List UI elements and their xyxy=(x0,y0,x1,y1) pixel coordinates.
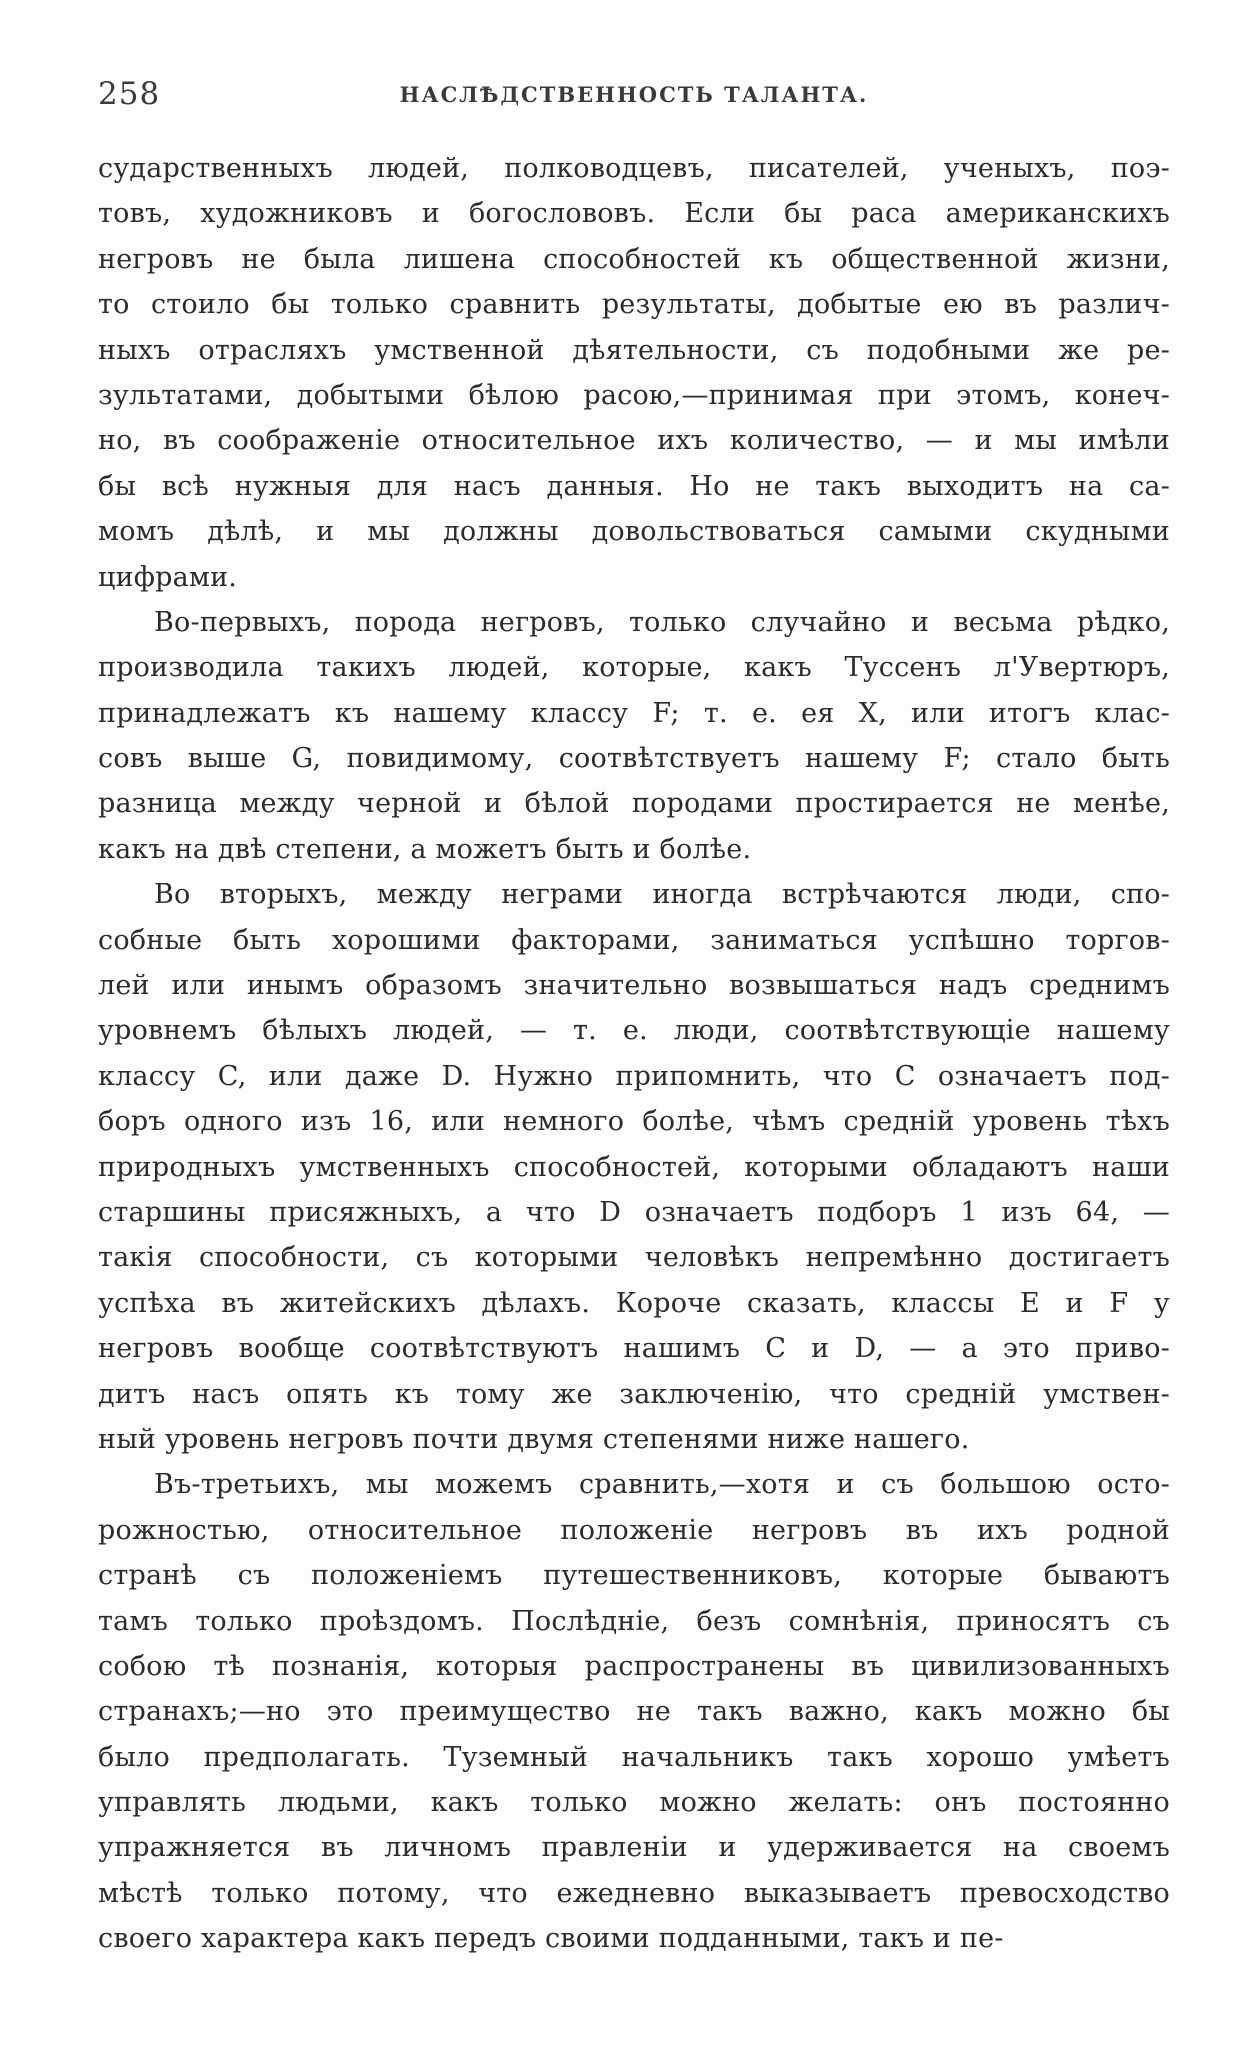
text-line: своего характера какъ передъ своими подданными, такъ и пе- xyxy=(98,1923,1004,1955)
text-line: цифрами. xyxy=(98,561,238,593)
paragraph xyxy=(98,1462,1170,1961)
text-line: уровнемъ бѣлыхъ людей, — т. е. люди, соотвѣтствующіе нашему xyxy=(98,1015,1170,1047)
text-line: дитъ насъ опять къ тому же заключенію, что средній умствен- xyxy=(98,1378,1170,1410)
text-line: успѣха въ житейскихъ дѣлахъ. Короче сказать, классы E и F у xyxy=(98,1287,1170,1319)
running-head xyxy=(98,76,1170,116)
text-line: разница между черной и бѣлой породами простирается не менѣе, xyxy=(98,788,1170,820)
text-line: мѣстѣ только потому, что ежедневно выказываетъ превосходство xyxy=(98,1877,1170,1909)
paragraph xyxy=(98,146,1170,600)
text-line: товъ, художниковъ и богослововъ. Если бы раса американскихъ xyxy=(98,198,1170,230)
text-line: странѣ съ положеніемъ путешественниковъ, которые бываютъ xyxy=(98,1560,1170,1592)
text-line: Во вторыхъ, между неграми иногда встрѣчаются люди, спо- xyxy=(154,879,1170,911)
text-line: собные быть хорошими факторами, заниматься успѣшно торгов- xyxy=(98,924,1170,956)
text-line: старшины присяжныхъ, а что D означаетъ подборъ 1 изъ 64, — xyxy=(98,1196,1170,1228)
page-number: 258 xyxy=(98,76,161,112)
text-line: бы всѣ нужныя для насъ данныя. Но не такъ выходитъ на са- xyxy=(98,470,1170,502)
text-line: управлять людьми, какъ только можно желать: онъ постоянно xyxy=(98,1787,1170,1819)
text-line: ный уровень негровъ почти двумя степенями ниже нашего. xyxy=(98,1423,970,1455)
text-line: боръ одного изъ 16, или немного болѣе, чѣмъ средній уровень тѣхъ xyxy=(98,1106,1170,1138)
text-line: совъ выше G, повидимому, соотвѣтствуетъ нашему F; стало быть xyxy=(98,743,1170,775)
text-line: Во-первыхъ, порода негровъ, только случайно и весьма рѣдко, xyxy=(154,606,1170,638)
text-line: такія способности, съ которыми человѣкъ непремѣнно достигаетъ xyxy=(98,1242,1170,1274)
text-line: негровъ не была лишена способностей къ общественной жизни, xyxy=(98,243,1170,275)
text-body xyxy=(98,146,1170,1962)
text-line: сударственныхъ людей, полководцевъ, писателей, ученыхъ, поэ- xyxy=(98,153,1170,184)
text-line: природныхъ умственныхъ способностей, которыми обладаютъ наши xyxy=(98,1151,1170,1183)
text-line: было предполагать. Туземный начальникъ такъ хорошо умѣетъ xyxy=(98,1741,1170,1773)
text-line: какъ на двѣ степени, а можетъ быть и болѣе. xyxy=(98,833,752,865)
running-title: НАСЛѢДСТВЕННОСТЬ ТАЛАНТА. xyxy=(399,82,869,107)
text-line: то стоило бы только сравнить результаты, добытые ею въ различ- xyxy=(98,289,1170,321)
text-line: негровъ вообще соотвѣтствуютъ нашимъ C и D, — а это приво- xyxy=(98,1333,1170,1365)
text-line: производила такихъ людей, которые, какъ Туссенъ л'Увертюръ, xyxy=(98,652,1170,684)
text-line: ныхъ отрасляхъ умственной дѣятельности, съ подобными же ре- xyxy=(98,334,1170,366)
text-line: собою тѣ познанія, которыя распространены въ цивилизованныхъ xyxy=(98,1650,1170,1682)
text-line: принадлежатъ къ нашему классу F; т. е. ея X, или итогъ клас- xyxy=(98,697,1170,729)
paragraph xyxy=(98,872,1170,1462)
text-line: рожностью, относительное положеніе негровъ въ ихъ родной xyxy=(98,1514,1170,1546)
text-line: тамъ только проѣздомъ. Послѣдніе, безъ сомнѣнія, приносятъ съ xyxy=(98,1605,1170,1637)
text-line: зультатами, добытыми бѣлою расою,—принимая при этомъ, конеч- xyxy=(98,379,1170,411)
paragraph xyxy=(98,600,1170,872)
text-line: момъ дѣлѣ, и мы должны довольствоваться самыми скудными xyxy=(98,516,1170,548)
text-line: странахъ;—но это преимущество не такъ важно, какъ можно бы xyxy=(98,1696,1170,1728)
text-line: Въ-третьихъ, мы можемъ сравнить,—хотя и съ большою осто- xyxy=(154,1469,1170,1501)
text-line: но, въ соображеніе относительное ихъ количество, — и мы имѣли xyxy=(98,425,1170,457)
text-line: лей или инымъ образомъ значительно возвышаться надъ среднимъ xyxy=(98,970,1170,1002)
text-line: классу C, или даже D. Нужно припомнить, что C означаетъ под- xyxy=(98,1060,1170,1092)
text-line: упражняется въ личномъ правленіи и удерживается на своемъ xyxy=(98,1832,1170,1864)
